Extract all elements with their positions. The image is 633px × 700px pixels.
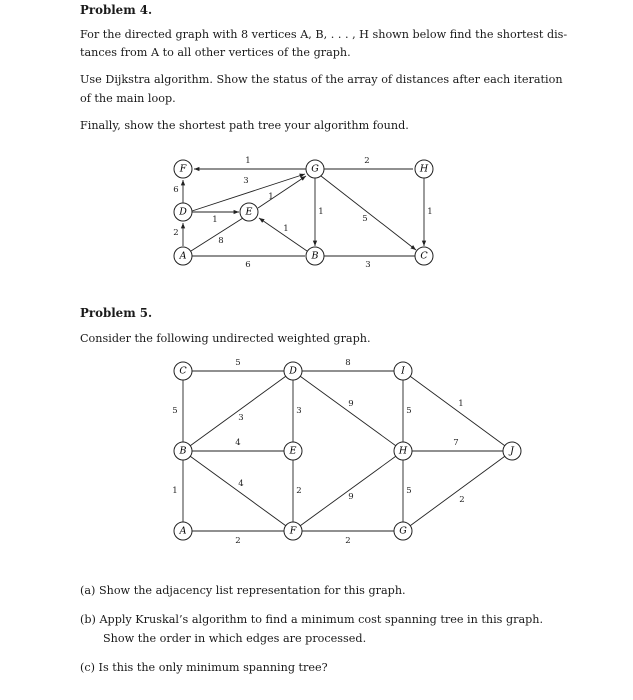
problem-5-intro: Consider the following undirected weighted graph. [80,332,371,345]
weight-B-C: 3 [365,260,371,270]
svg-text:A: A [179,250,187,262]
edge-G-J [403,451,512,531]
weight-C-D: 5 [235,358,241,368]
weight-F-G: 2 [345,536,351,546]
weight-H-J: 7 [453,438,459,448]
weight-A-F: 2 [235,536,241,546]
question-c: (c) Is this the only minimum spanning tree? [80,661,328,674]
node-E [284,442,302,460]
weight-B-F: 4 [238,479,244,489]
weight-G-H: 2 [364,156,370,166]
question-b-line-1: (b) Apply Kruskal’s algorithm to find a minimum cost spanning tree in this graph. [80,613,544,626]
question-b-line-2: Show the order in which edges are processed. [103,632,367,645]
edge-F-H [293,451,403,531]
problem-5-title: Problem 5. [80,306,153,320]
svg-text:A: A [179,525,187,537]
weight-A-B: 6 [245,260,251,270]
weight-E-G: 1 [268,192,274,202]
node-D [284,362,302,380]
problem-4-paragraph-1-line-2: tances from A to all other vertices of the graph. [80,46,351,59]
weight-G-C: 5 [362,214,368,224]
weight-D-E: 1 [212,215,218,225]
svg-text:E: E [289,445,297,457]
node-A [174,522,192,540]
weight-D-H: 9 [348,399,354,409]
weight-B-E: 1 [283,224,289,234]
weight-D-B: 3 [238,413,244,423]
node-F [284,522,302,540]
svg-text:H: H [398,445,408,457]
svg-text:F: F [179,163,187,175]
edge-D-H [293,371,403,451]
weight-D-E: 3 [296,406,302,416]
svg-text:G: G [399,525,407,537]
weight-I-J: 1 [458,399,464,409]
question-a: (a) Show the adjacency list representation for this graph. [80,584,406,597]
weight-B-A: 1 [172,486,178,496]
problem-4-paragraph-2-line-2: of the main loop. [80,92,176,105]
node-I [394,362,412,380]
node-H [394,442,412,460]
node-J [503,442,521,460]
weight-C-B: 5 [172,406,178,416]
svg-text:B: B [311,250,319,262]
svg-text:J: J [510,445,514,457]
svg-text:E: E [245,206,253,218]
weight-D-G: 3 [243,176,249,186]
weight-F-H: 9 [348,492,354,502]
problem-4-paragraph-1-line-1: For the directed graph with 8 vertices A, B, . . . , H shown below find the shortest dis- [80,28,568,41]
problem-4-paragraph-2-line-1: Use Dijkstra algorithm. Show the status of the array of distances after each iteration [80,73,563,86]
weight-G-B: 1 [318,207,324,217]
problem-4-paragraph-3: Finally, show the shortest path tree your algorithm found. [80,119,409,132]
svg-text:F: F [289,525,297,537]
weight-G-J: 2 [459,495,465,505]
weight-F-D: 6 [173,185,179,195]
weight-B-E: 4 [235,438,241,448]
svg-text:D: D [289,365,297,377]
svg-text:I: I [401,365,405,377]
weight-H-G: 5 [406,486,412,496]
weight-E-F: 2 [296,486,302,496]
node-C [174,362,192,380]
svg-text:D: D [179,206,187,218]
weight-D-I: 8 [345,358,351,368]
edge-B-F [183,451,293,531]
svg-text:B: B [179,445,187,457]
node-B [174,442,192,460]
weight-A-E: 8 [218,236,224,246]
weight-H-C: 1 [427,207,433,217]
weight-D-A: 2 [173,228,179,238]
node-G [394,522,412,540]
svg-text:C: C [179,365,187,377]
svg-text:C: C [420,250,428,262]
weight-F-G: 1 [245,156,251,166]
svg-text:G: G [311,163,319,175]
weight-I-H: 5 [406,406,412,416]
svg-text:H: H [419,163,429,175]
problem-4-title: Problem 4. [80,3,153,17]
